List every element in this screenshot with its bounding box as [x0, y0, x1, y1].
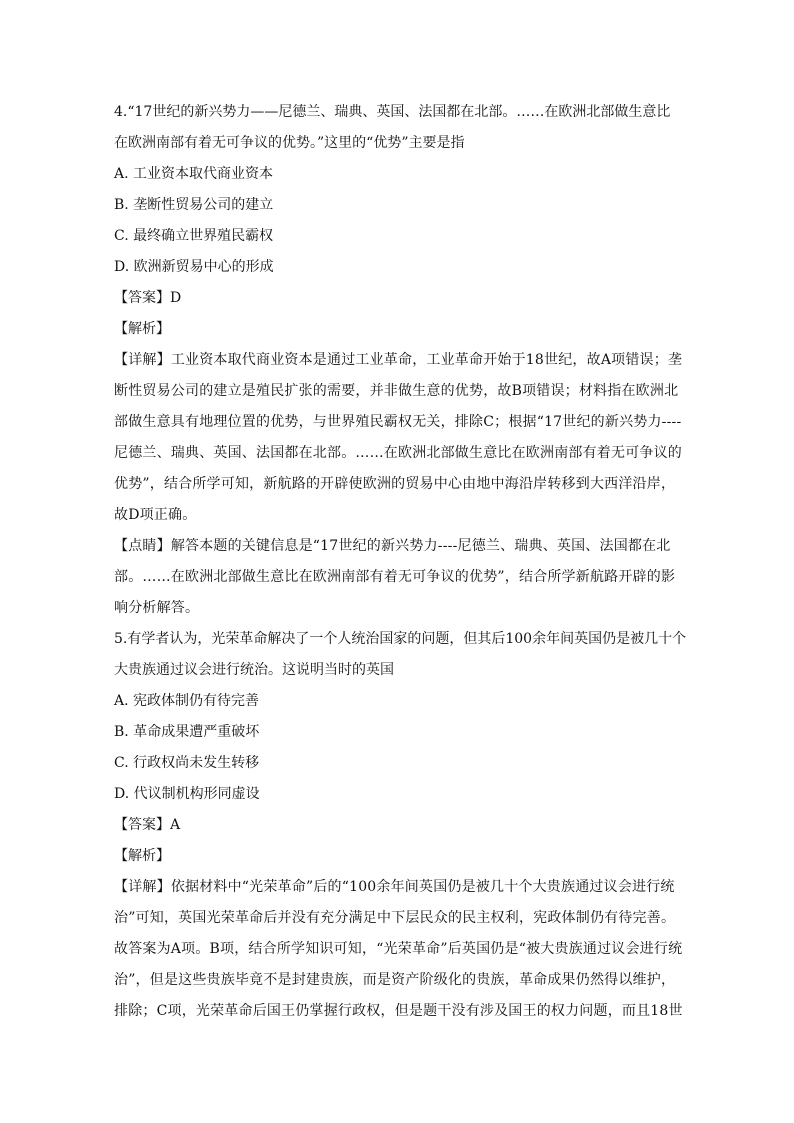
- answer-value: A: [170, 817, 181, 833]
- q5-option-a: A. 宪政体制仍有待完善: [114, 693, 260, 709]
- q5-option-b: B. 革命成果遭严重破坏: [114, 724, 260, 740]
- point-text: 解答本题的关键信息是“17世纪的新兴势力----尼德兰、瑞典、英国、法国都在北部。……在欧洲北部做生意比在欧洲南部有着无可争议的优势”，结合所学新航路开辟的影响分析解答。: [114, 538, 676, 616]
- q4-answer: [114, 283, 684, 314]
- answer-tag: 【答案】: [114, 290, 170, 306]
- q5-detail: [114, 872, 684, 1027]
- q5-stem-line1: 5.有学者认为，光荣革命解决了一个人统治国家的问题，但其后100余年间英国仍是被几十个: [114, 631, 687, 647]
- detail-tag: 【详解】: [114, 352, 171, 368]
- q4-stem-line2: 在欧洲南部有着无可争议的优势。”这里的“优势”主要是指: [114, 135, 465, 151]
- answer-tag: 【答案】: [114, 817, 170, 833]
- point-tag: 【点睛】: [114, 538, 171, 554]
- q4-option-b: B. 垄断性贸易公司的建立: [114, 197, 274, 213]
- q4-analysis-tag: 【解析】: [114, 321, 170, 337]
- q4-stem-line1: 4.“17世纪的新兴势力——尼德兰、瑞典、英国、法国都在北部。……在欧洲北部做生意比: [114, 104, 671, 120]
- q4-option-a: A. 工业资本取代商业资本: [114, 166, 274, 182]
- q5-option-d: D. 代议制机构形同虚设: [114, 786, 260, 802]
- detail-text: 工业资本取代商业资本是通过工业革命，工业革命开始于18世纪，故A项错误；垄断性贸易公司的建立是殖民扩张的需要，并非做生意的优势，故B项错误；材料指在欧洲北部做生意具有地理位置的优势，与世界殖民霸权无关，排除C；根据“17世纪的新兴势力----尼德兰、瑞典、英国、法国都在北部。……在欧洲北部做生意比在欧洲南部有着无可争议的优势”，结合所学可知，新航路的开辟使欧洲的贸易中心由地中海沿岸转移到大西洋沿岸，故D项正确。: [114, 352, 683, 523]
- q5-stem-line2: 大贵族通过议会进行统治。这说明当时的英国: [114, 662, 394, 678]
- q4-point: [114, 531, 684, 624]
- detail-tag: 【详解】: [114, 879, 171, 895]
- q4-detail: [114, 345, 684, 531]
- q5-option-c: C. 行政权尚未发生转移: [114, 755, 260, 771]
- detail-text: 依据材料中“光荣革命”后的“100余年间英国仍是被几十个大贵族通过议会进行统治”可知，英国光荣革命后并没有充分满足中下层民众的民主权利，宪政体制仍有待完善。故答案为A项。B项，结合所学知识可知，“光荣革命”后英国仍是“被大贵族通过议会进行统治”，但是这些贵族毕竟不是封建贵族，而是资产阶级化的贵族，革命成果仍然得以维护，排除；C项，光荣革命后国王仍掌握行政权，但是题干没有涉及国王的权力问题，而且18世: [114, 879, 683, 1019]
- q5-analysis-tag: 【解析】: [114, 848, 170, 864]
- document-page: [114, 97, 687, 1027]
- q5-answer: [114, 810, 684, 841]
- answer-value: D: [170, 290, 182, 306]
- q4-option-c: C. 最终确立世界殖民霸权: [114, 228, 274, 244]
- q4-option-d: D. 欧洲新贸易中心的形成: [114, 259, 274, 275]
